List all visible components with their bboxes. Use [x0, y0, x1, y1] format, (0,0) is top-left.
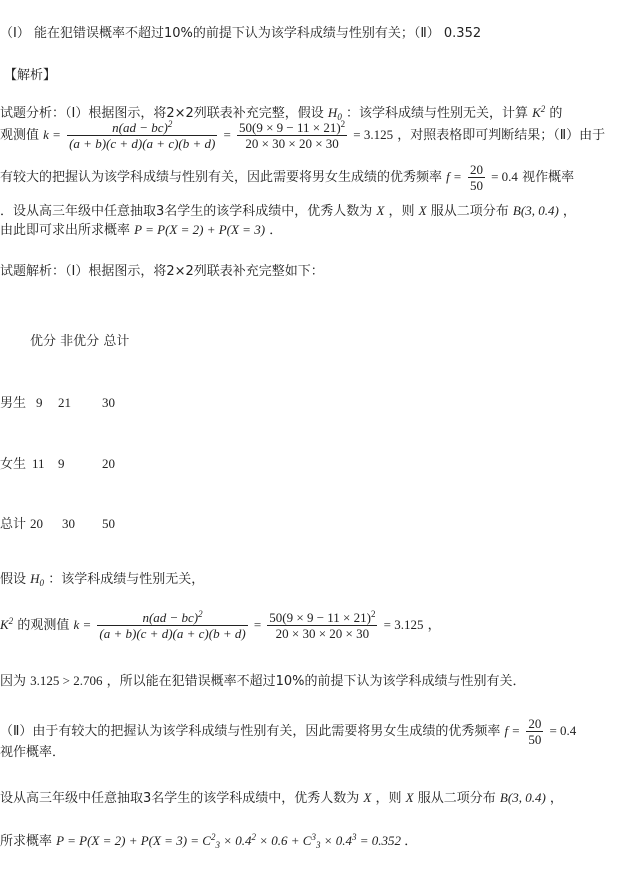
answer-line	[0, 22, 481, 41]
part2-line-1: （Ⅱ）由于有较大的把握认为该学科成绩与性别有关，因此需要将男女生成绩的优秀频率 f = $\frac{20}{50}$ = 0.4	[0, 716, 577, 747]
table-row: 女生 11 9 20	[0, 456, 115, 472]
k2-observed-line: $K^2$ 的观测值 k = $\frac{n(ad - bc)^2}{(a + b)(c + d)(a + c)(b + d)}$ = $\frac{50(9 \times 9 - 11 \times 21)^2}{20 \times 30 \times 20 \times 30}$ = 3.125 ，	[0, 609, 441, 641]
k-value-fraction: $\frac{50(9 \times 9 - 11 \times 21)^2}{20 \times 30 \times 20 \times 30}$	[269, 609, 376, 641]
table-header: 优分 非优分 总计	[30, 334, 130, 349]
analysis-heading: 【解析】	[4, 68, 57, 83]
part2-line-2: 视作概率．	[0, 745, 66, 760]
table-row: 男生 9 21 30	[0, 395, 115, 411]
binomial-line: 设从高三年级中任意抽取3名学生的该学科成绩中，优秀人数为 X ，则 X 服从二项分布 B(3, 0.4) ，	[0, 790, 563, 806]
k-value-fraction: $\frac{50(9 \times 9 - 11 \times 21)^2}{20 \times 30 \times 20 \times 30}$	[238, 119, 346, 151]
table-row: 总计 20 30 50	[0, 516, 115, 532]
analysis-line-5: 由此即可求出所求概率 P = P(X = 2) + P(X = 3) ．	[0, 222, 283, 238]
f-fraction: $\frac{20}{50}$	[528, 716, 542, 747]
answer-text: （Ⅰ） 能在犯错误概率不超过10%的前提下认为该学科成绩与性别有关；（Ⅱ） 0.352	[0, 26, 482, 41]
conclusion-line: 因为 3.125 > 2.706 ，所以能在犯错误概率不超过10%的前提下认为该学科成绩与性别有关．	[0, 673, 526, 689]
final-probability-line: 所求概率 $P = P(X = 2) + P(X = 3) = C^2_3 \times 0.4^2 \times 0.6 + C^3_3 \times 0.4^3 = 0.352$ ．	[0, 832, 418, 850]
analysis-line-2: 观测值 k = $\frac{n(ad - bc)^2}{(a + b)(c + d)(a + c)(b + d)}$ = $\frac{50(9 \times 9 - 11 \times 21)^2}{20 \times 30 \times 20 \times 30}$ = 3.125 ，对照表格即可判断结果；（Ⅱ）由于	[0, 119, 606, 151]
hypothesis-line: 假设 $H_0$ ：该学科成绩与性别无关，	[0, 571, 205, 588]
solution-intro: 试题解析：（Ⅰ）根据图示，将2×2列联表补充完整如下：	[0, 264, 324, 279]
analysis-line-4: ．设从高三年级中任意抽取3名学生的该学科成绩中，优秀人数为 X ，则 X 服从二项分布 B(3, 0.4) ，	[0, 203, 576, 219]
k-formula-fraction: $\frac{n(ad - bc)^2}{(a + b)(c + d)(a + c)(b + d)}$	[99, 609, 246, 641]
h0-symbol: $H_0$	[327, 105, 342, 122]
analysis-line-1: 试题分析：（Ⅰ）根据图示，将2×2列联表补充完整，假设 $H_0$ ：该学科成绩与性别无关，计算 $K^2$ 的	[0, 104, 563, 122]
f-fraction: $\frac{20}{50}$	[469, 162, 483, 193]
k2-symbol: $K^2$	[532, 104, 546, 120]
analysis-line-3: 有较大的把握认为该学科成绩与性别有关，因此需要将男女生成绩的优秀频率 f = $\frac{20}{50}$ = 0.4 视作概率	[0, 162, 575, 193]
k-formula-fraction: $\frac{n(ad - bc)^2}{(a + b)(c + d)(a + c)(b + d)}$	[69, 119, 216, 151]
final-probability-expression: $P = P(X = 2) + P(X = 3) = C^2_3 \times 0.4^2 \times 0.6 + C^3_3 \times 0.4^3 = 0.352$	[56, 832, 402, 850]
